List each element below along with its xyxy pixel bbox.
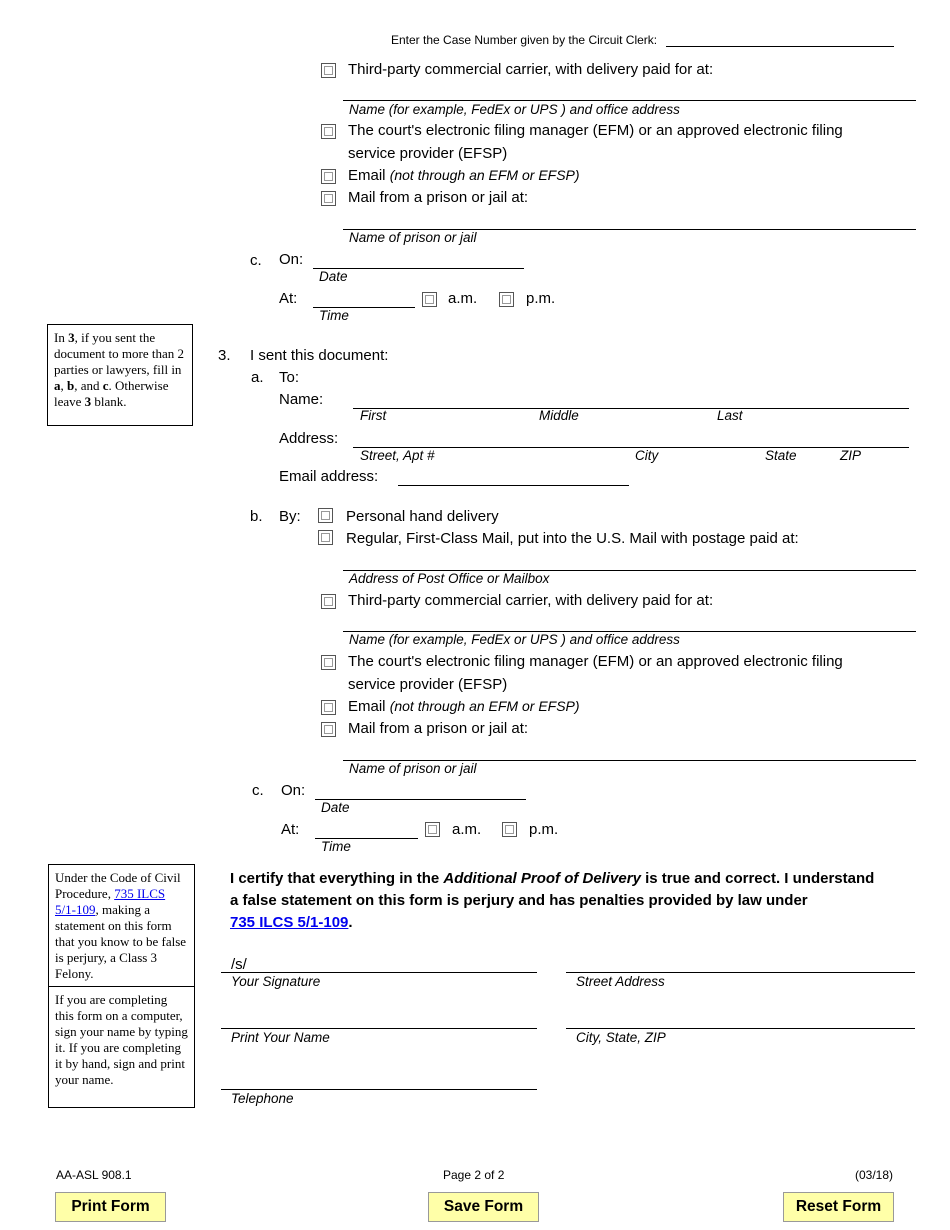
s3-pm-label: p.m. xyxy=(529,821,559,838)
street-address-caption: Street Address xyxy=(576,974,665,989)
zip-caption: ZIP xyxy=(840,448,862,463)
email-address-label: Email address: xyxy=(279,468,379,485)
s3-prison-label: Mail from a prison or jail at: xyxy=(348,720,529,737)
name-label: Name: xyxy=(279,391,324,408)
state-caption: State xyxy=(765,448,797,463)
pm-checkbox[interactable] xyxy=(499,292,514,307)
print-name-caption: Print Your Name xyxy=(231,1030,330,1045)
print-form-button[interactable]: Print Form xyxy=(55,1192,166,1222)
s3-prison-caption: Name of prison or jail xyxy=(349,761,477,776)
form-id: AA-ASL 908.1 xyxy=(56,1168,132,1182)
reset-form-button[interactable]: Reset Form xyxy=(783,1192,894,1222)
certification-statute-link[interactable]: 735 ILCS 5/1-109 xyxy=(230,914,349,931)
am-label: a.m. xyxy=(448,290,478,307)
case-number-label: Enter the Case Number given by the Circuit Clerk: xyxy=(391,33,658,47)
mail-label: Regular, First-Class Mail, put into the U.S. Mail with postage paid at: xyxy=(346,530,799,547)
form-date: (03/18) xyxy=(855,1168,894,1182)
prison-caption: Name of prison or jail xyxy=(349,230,477,245)
post-office-caption: Address of Post Office or Mailbox xyxy=(349,571,550,586)
address-label: Address: xyxy=(279,430,339,447)
section3-title: I sent this document: xyxy=(250,347,389,364)
sidebar-perjury-note: Under the Code of Civil Procedure, 735 ILCS 5/1-109, making a statement on this form that you know to be false is perjury, a Class 3 Felony. xyxy=(48,864,195,987)
sidebar-note-section3: In 3, if you sent the document to more than 2 parties or lawyers, fill in a, b, and c. Otherwise leave 3 blank. xyxy=(47,324,193,426)
s3-prison-checkbox[interactable] xyxy=(321,722,336,737)
to-label: To: xyxy=(279,369,300,386)
efm-checkbox[interactable] xyxy=(321,124,336,139)
a-marker: a. xyxy=(251,369,264,386)
personal-delivery-checkbox[interactable] xyxy=(318,508,333,523)
page-number: Page 2 of 2 xyxy=(443,1168,505,1182)
last-caption: Last xyxy=(717,408,743,423)
sidebar-signing-note: If you are completing this form on a computer, sign your name by typing it. If you are completing it by hand, sign and print your name. xyxy=(48,986,195,1108)
s3-am-checkbox[interactable] xyxy=(425,822,440,837)
s3-am-label: a.m. xyxy=(452,821,482,838)
s3-efm-label-line1: The court's electronic filing manager (EFM) or an approved electronic filing xyxy=(348,653,843,670)
street-address-field[interactable] xyxy=(566,972,915,973)
prison-label: Mail from a prison or jail at: xyxy=(348,189,529,206)
perjury-statute-link[interactable]: 735 ILCS 5/1-109 xyxy=(55,886,166,917)
carrier-checkbox[interactable] xyxy=(321,63,336,78)
s3-carrier-checkbox[interactable] xyxy=(321,594,336,609)
telephone-caption: Telephone xyxy=(231,1091,294,1106)
case-number-field[interactable] xyxy=(666,46,894,47)
recipient-address-field[interactable] xyxy=(353,447,909,448)
pm-label: p.m. xyxy=(526,290,556,307)
print-name-field[interactable] xyxy=(221,1028,537,1029)
first-caption: First xyxy=(360,408,387,423)
telephone-field[interactable] xyxy=(221,1089,537,1090)
s3-carrier-label: Third-party commercial carrier, with delivery paid for at: xyxy=(348,592,714,609)
email-checkbox[interactable] xyxy=(321,169,336,184)
s3-on-label: On: xyxy=(281,782,306,799)
s3-c-marker: c. xyxy=(252,782,264,799)
street-caption: Street, Apt # xyxy=(360,448,435,463)
date-caption: Date xyxy=(319,269,348,284)
city-state-zip-field[interactable] xyxy=(566,1028,915,1029)
carrier-label: Third-party commercial carrier, with delivery paid for at: xyxy=(348,61,714,78)
signature-value[interactable]: /s/ xyxy=(231,956,247,973)
am-checkbox[interactable] xyxy=(422,292,437,307)
email-address-field[interactable] xyxy=(398,485,629,486)
section3-number: 3. xyxy=(218,347,231,364)
s3-pm-checkbox[interactable] xyxy=(502,822,517,837)
on-label: On: xyxy=(279,251,304,268)
middle-caption: Middle xyxy=(539,408,579,423)
s3-date-caption: Date xyxy=(321,800,350,815)
s3-at-label: At: xyxy=(281,821,300,838)
mail-checkbox[interactable] xyxy=(318,530,333,545)
city-state-zip-caption: City, State, ZIP xyxy=(576,1030,666,1045)
s3-time-caption: Time xyxy=(321,839,351,854)
time-caption: Time xyxy=(319,308,349,323)
signature-field[interactable] xyxy=(221,972,537,973)
prison-checkbox[interactable] xyxy=(321,191,336,206)
s3-efm-label-line2: service provider (EFSP) xyxy=(348,676,508,693)
recipient-name-field[interactable] xyxy=(353,408,909,409)
carrier-caption: Name (for example, FedEx or UPS ) and office address xyxy=(349,102,680,117)
personal-delivery-label: Personal hand delivery xyxy=(346,508,499,525)
efm-label-line1: The court's electronic filing manager (EFM) or an approved electronic filing xyxy=(348,122,843,139)
email-label: Email (not through an EFM or EFSP) xyxy=(348,167,580,184)
c-marker: c. xyxy=(250,252,262,269)
city-caption: City xyxy=(635,448,659,463)
by-label: By: xyxy=(279,508,301,525)
s3-email-note: (not through an EFM or EFSP) xyxy=(389,698,580,714)
certification-statement: I certify that everything in the Additional Proof of Delivery is true and correct. I understand a false statement on this form is perjury and has penalties provided by law under 735 ILCS 5/1-109. xyxy=(230,870,875,931)
carrier-address-field[interactable] xyxy=(343,100,916,101)
s3-carrier-caption: Name (for example, FedEx or UPS ) and office address xyxy=(349,632,680,647)
signature-caption: Your Signature xyxy=(231,974,321,989)
s3-efm-checkbox[interactable] xyxy=(321,655,336,670)
s3-email-checkbox[interactable] xyxy=(321,700,336,715)
efm-label-line2: service provider (EFSP) xyxy=(348,145,508,162)
save-form-button[interactable]: Save Form xyxy=(428,1192,539,1222)
email-note: (not through an EFM or EFSP) xyxy=(389,167,580,183)
at-label: At: xyxy=(279,290,298,307)
b-marker: b. xyxy=(250,508,263,525)
s3-email-label: Email (not through an EFM or EFSP) xyxy=(348,698,580,715)
